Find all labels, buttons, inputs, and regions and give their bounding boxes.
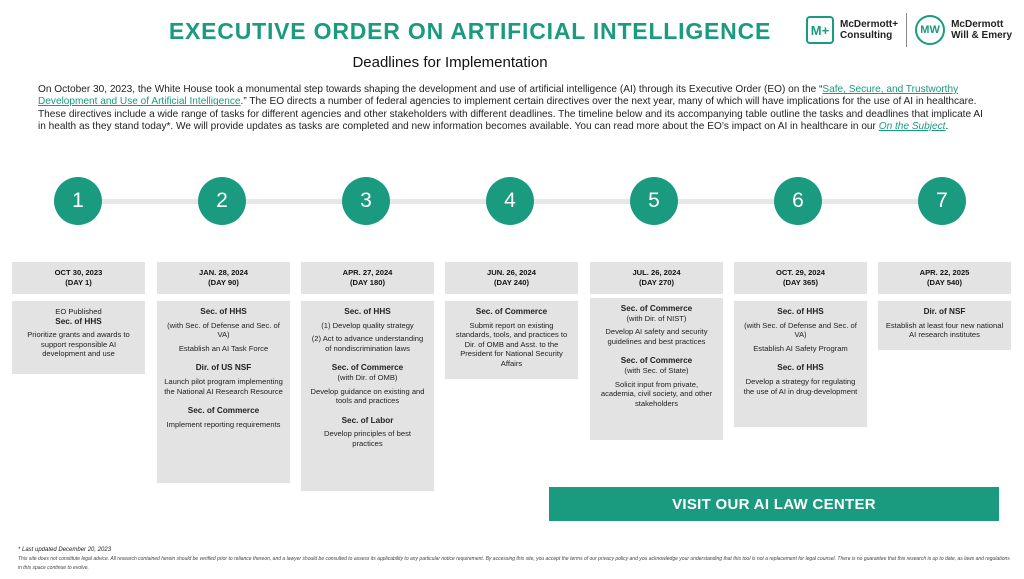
step-1-circle: 1	[54, 177, 102, 225]
on-the-subject-link[interactable]: On the Subject	[878, 120, 946, 132]
disclaimer: This site does not constitute legal advice. All research contained herein should be verified prior to reliance thereon, and a lawyer should be consulted to assess its applicability to any particular notice requirement. By accessing this site, you accept the terms of our privacy policy and you acknowledge your understanding that this tool is not a replacement for legal counsel. There is no guarantee that this research is up to date, as laws and regulations in this space continue to evolve.	[18, 556, 1010, 571]
step-1-date: OCT 30, 2023 (DAY 1)	[12, 262, 145, 294]
consulting-logo-icon: M+	[806, 16, 834, 44]
logo-divider	[906, 13, 907, 47]
step-3-date: APR. 27, 2024 (DAY 180)	[301, 262, 434, 294]
intro-paragraph: On October 30, 2023, the White House took a monumental step towards shaping the development and use of artificial intelligence (AI) through its Executive Order (EO) on the “Safe, Secure, and Trustworthy Development and Use of Artificial Intelligence.” The EO directs a number of federal agencies to implement certain directives over the next year, many of which will have implications for the use of AI in healthcare. These directives include a wide range of tasks for different agencies and other stakeholders with different deadlines. The timeline below and its accompanying table outline the tasks and deadlines that implicate AI in health as they stand today*. We will provide updates as tasks are completed and new information becomes available. You can read more about the EO’s impact on AI in healthcare in our On the Subject.	[38, 84, 983, 132]
step-5-circle: 5	[630, 177, 678, 225]
law-firm-logo-text: McDermott Will & Emery	[951, 19, 1013, 41]
eo-link[interactable]: Safe, Secure, and Trustworthy Development and Use of Artificial Intelligence	[38, 84, 959, 108]
step-3-tasks: Sec. of HHS (1) Develop quality strategy (2) Act to advance understanding of nondiscrimination laws Sec. of Commerce (with Dir. of OMB) Develop guidance on existing and tools and practices Sec. of Labor Develop principles of best practices	[301, 301, 434, 491]
step-2-circle: 2	[198, 177, 246, 225]
consulting-logo-text: McDermott+ Consulting	[840, 19, 899, 41]
step-4-circle: 4	[486, 177, 534, 225]
step-2-date: JAN. 28, 2024 (DAY 90)	[157, 262, 290, 294]
page-title: EXECUTIVE ORDER ON ARTIFICIAL INTELLIGENCE	[168, 18, 772, 44]
law-firm-logo-icon: MW	[915, 15, 945, 45]
step-7-tasks: Dir. of NSF Establish at least four new national AI research institutes	[878, 301, 1011, 350]
step-7-date: APR. 22, 2025 (DAY 540)	[878, 262, 1011, 294]
step-3-circle: 3	[342, 177, 390, 225]
step-7-circle: 7	[918, 177, 966, 225]
step-1-tasks: EO Published Sec. of HHS Prioritize grants and awards to support responsible AI development and use	[12, 301, 145, 374]
page-subtitle: Deadlines for Implementation	[352, 54, 548, 71]
step-5-tasks: Sec. of Commerce (with Dir. of NIST) Develop AI safety and security guidelines and best practices Sec. of Commerce (with Sec. of State) Solicit input from private, academia, civil society, and other stakeholders	[590, 298, 723, 440]
step-2-tasks: Sec. of HHS (with Sec. of Defense and Sec. of VA) Establish an AI Task Force Dir. of US NSF Launch pilot program implementing the National AI Research Resource Sec. of Commerce Implement reporting requirements	[157, 301, 290, 483]
last-updated-note: * Last updated December 20, 2023	[18, 547, 112, 553]
step-4-tasks: Sec. of Commerce Submit report on existing standards, tools, and practices to Dir. of OMB and Asst. to the President for National Security Affairs	[445, 301, 578, 379]
step-4-date: JUN. 26, 2024 (DAY 240)	[445, 262, 578, 294]
step-6-circle: 6	[774, 177, 822, 225]
step-6-tasks: Sec. of HHS (with Sec. of Defense and Sec. of VA) Establish AI Safety Program Sec. of HHS Develop a strategy for regulating the use of AI in drug-development	[734, 301, 867, 427]
logos	[806, 12, 1012, 48]
step-6-date: OCT. 29, 2024 (DAY 365)	[734, 262, 867, 294]
ai-law-center-button[interactable]: VISIT OUR AI LAW CENTER	[549, 487, 999, 521]
step-5-date: JUL. 26, 2024 (DAY 270)	[590, 262, 723, 294]
